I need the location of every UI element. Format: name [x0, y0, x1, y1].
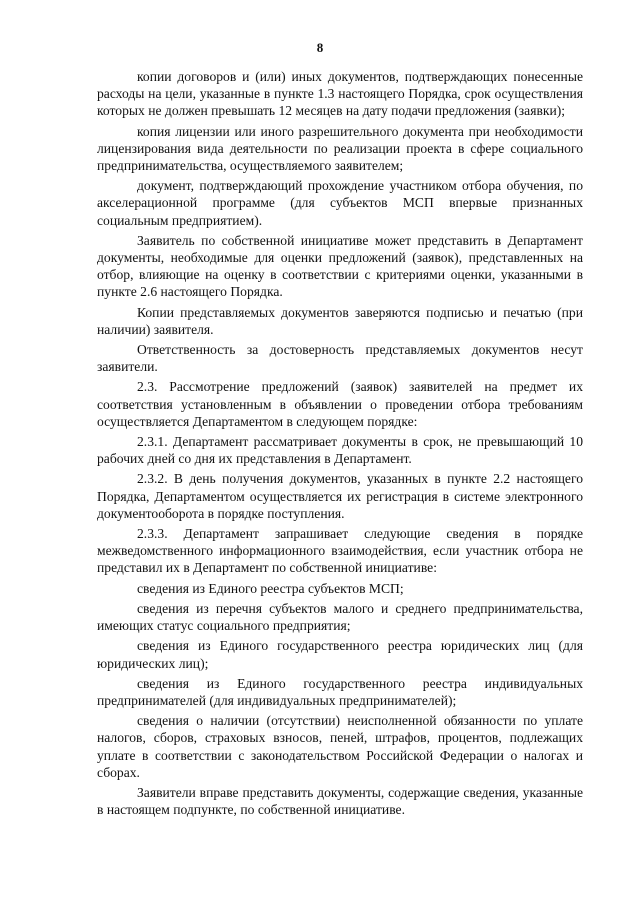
- paragraph: 2.3. Рассмотрение предложений (заявок) заявителей на предмет их соответствия установленным в объявлении о проведении отбора требованиям осуществляется Департаментом в следующем порядке:: [97, 379, 583, 429]
- paragraph: сведения из Единого государственного реестра юридических лиц (для юридических лиц);: [97, 638, 583, 671]
- paragraph: 2.3.1. Департамент рассматривает документы в срок, не превышающий 10 рабочих дней со дня их представления в Департамент.: [97, 434, 583, 467]
- page-number: 8: [316, 40, 324, 55]
- paragraph: сведения из Единого реестра субъектов МСП;: [137, 580, 404, 596]
- paragraph: сведения о наличии (отсутствии) неисполненной обязанности по уплате налогов, сборов, страховых взносов, пеней, штрафов, процентов, подлежащих уплате в соответствии с законодательством Российской Федерации о налогах и сборах.: [97, 713, 583, 780]
- paragraph: 2.3.3. Департамент запрашивает следующие сведения в порядке межведомственного информационного взаимодействия, если участник отбора не представил их в Департамент по собственной инициативе:: [97, 526, 583, 576]
- paragraph: Ответственность за достоверность представляемых документов несут заявители.: [97, 342, 583, 375]
- paragraph: сведения из Единого государственного реестра индивидуальных предпринимателей (для индивидуальных предпринимателей);: [97, 675, 583, 708]
- paragraph: Заявитель по собственной инициативе может представить в Департамент документы, необходимые для оценки предложений (заявок), представленных на отбор, влияющие на оценку в соответствии с критериями оценки, указанными в пункте 2.6 настоящего Порядка.: [97, 232, 583, 300]
- paragraph: копия лицензии или иного разрешительного документа при необходимости лицензирования вида деятельности по реализации проекта в сфере социального предпринимательства, осуществляемого заявителем;: [97, 123, 583, 174]
- document-body: [97, 68, 583, 821]
- paragraph: документ, подтверждающий прохождение участником отбора обучения, по акселерационной программе (для субъектов МСП впервые признанных социальным предприятием).: [97, 178, 583, 228]
- paragraph: Копии представляемых документов заверяются подписью и печатью (при наличии) заявителя.: [97, 304, 583, 337]
- paragraph: Заявители вправе представить документы, содержащие сведения, указанные в настоящем подпункте, по собственной инициативе.: [97, 784, 583, 818]
- paragraph: копии договоров и (или) иных документов, подтверждающих понесенные расходы на цели, указанные в пункте 1.3 настоящего Порядка, срок осуществления которых не должен превышать 12 месяцев на дату подачи предложения (заявки);: [97, 69, 583, 119]
- paragraph: сведения из перечня субъектов малого и среднего предпринимательства, имеющих статус социального предприятия;: [97, 600, 583, 634]
- paragraph: 2.3.2. В день получения документов, указанных в пункте 2.2 настоящего Порядка, Департаментом осуществляется их регистрация в системе электронного документооборота в порядке поступления.: [97, 471, 583, 521]
